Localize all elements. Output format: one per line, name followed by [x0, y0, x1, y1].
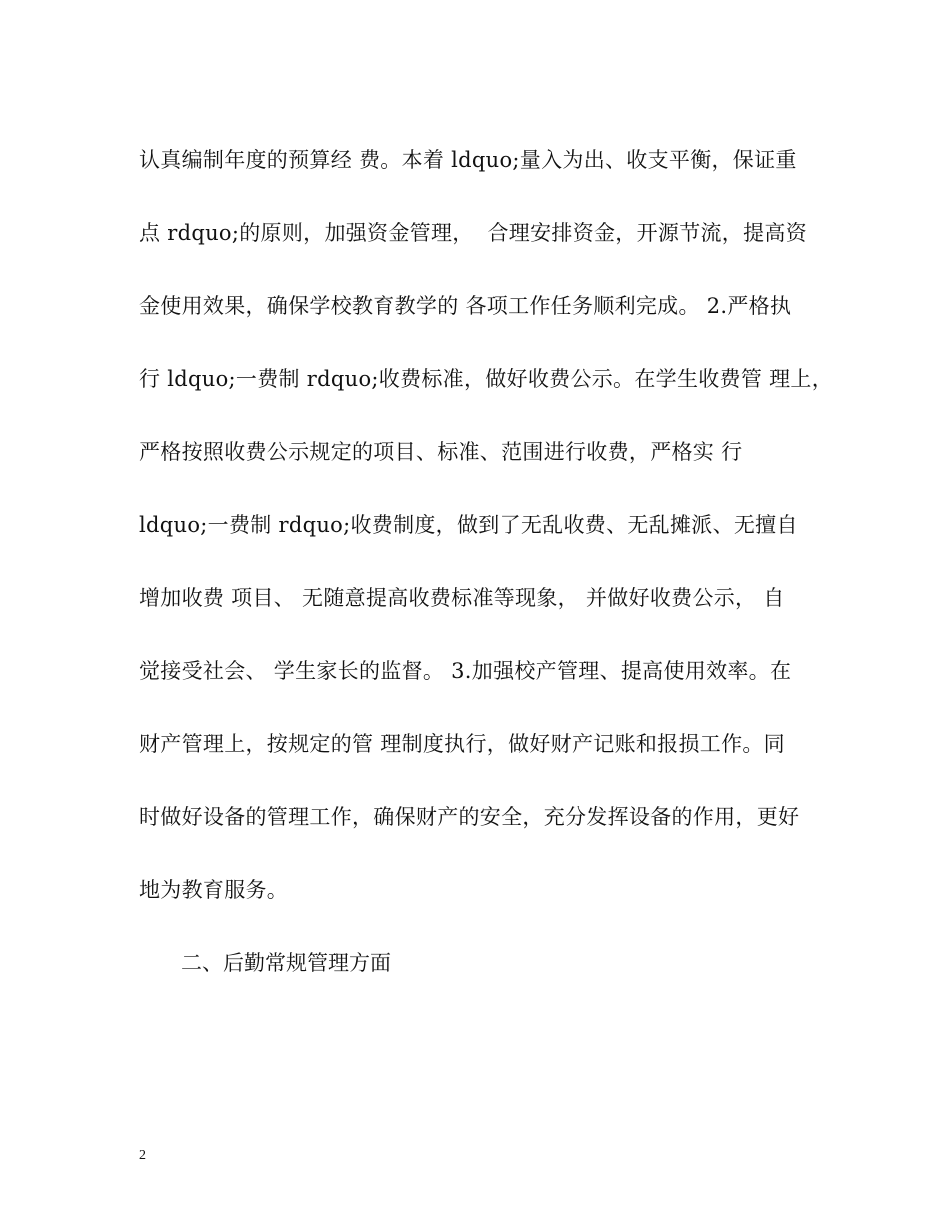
page-number: 2 — [139, 1148, 146, 1163]
paragraph-line-7: 增加收费 项目、 无随意提高收费标准等现象， 并做好收费公示， 自 — [139, 586, 785, 610]
paragraph-line-2: 点 rdquo;的原则，加强资金管理， 合理安排资金，开源节流，提高资 — [139, 221, 807, 245]
paragraph-line-10: 时做好设备的管理工作，确保财产的安全，充分发挥设备的作用，更好 — [139, 805, 800, 829]
paragraph-line-11: 地为教育服务。 — [139, 878, 289, 902]
paragraph-line-9: 财产管理上，按规定的管 理制度执行，做好财产记账和报损工作。同 — [139, 732, 785, 756]
paragraph-line-8: 觉接受社会、 学生家长的监督。 3.加强校产管理、提高使用效率。在 — [139, 659, 792, 683]
paragraph-line-5: 严格按照收费公示规定的项目、标准、范围进行收费，严格实 行 — [139, 440, 743, 464]
paragraph-line-1: 认真编制年度的预算经 费。本着 ldquo;量入为出、收支平衡，保证重 — [139, 148, 797, 172]
paragraph-line-3: 金使用效果，确保学校教育教学的 各项工作任务顺利完成。 2.严格执 — [139, 294, 792, 318]
section-heading: 二、后勤常规管理方面 — [181, 951, 391, 975]
paragraph-line-4: 行 ldquo;一费制 rdquo;收费标准，做好收费公示。在学生收费管 理上， — [139, 367, 834, 391]
paragraph-line-6: ldquo;一费制 rdquo;收费制度，做到了无乱收费、无乱摊派、无擅自 — [139, 513, 798, 537]
